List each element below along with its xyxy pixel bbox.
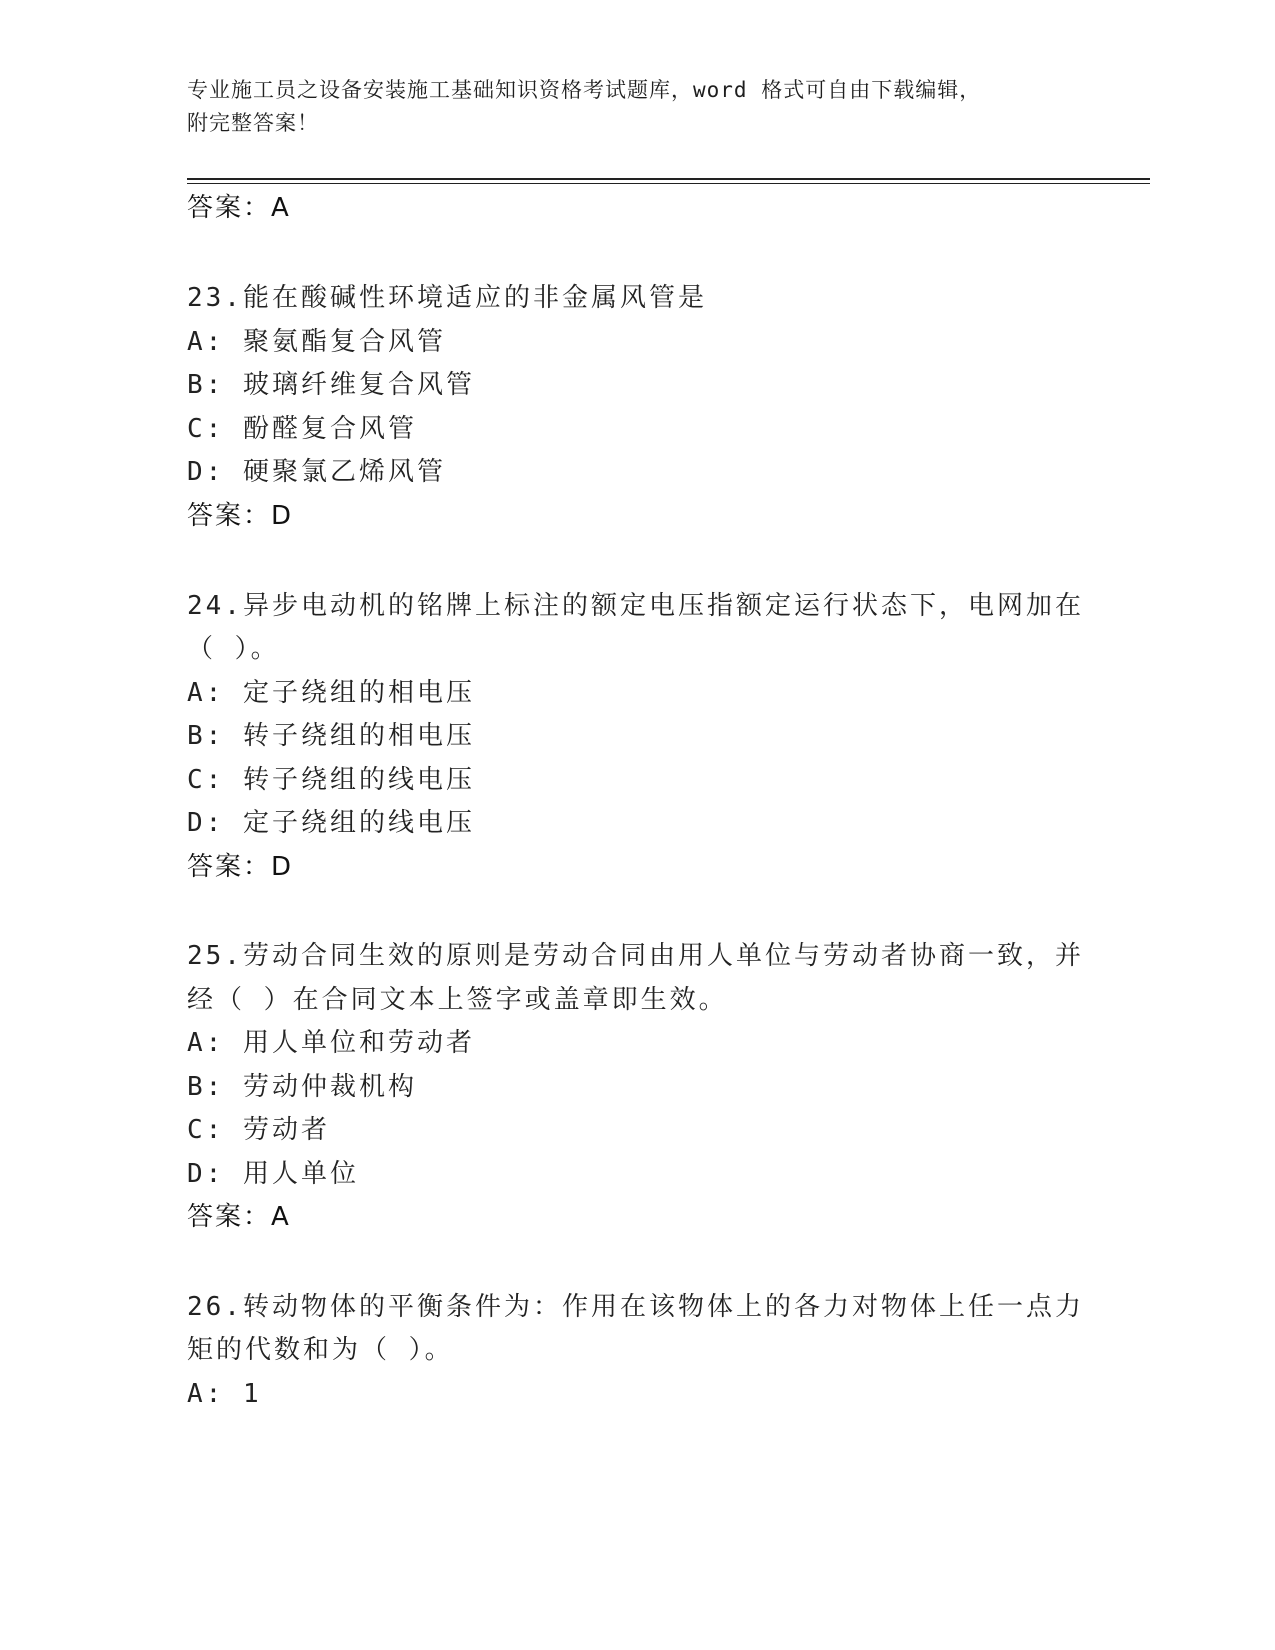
option-c: C: 酚醛复合风管 bbox=[187, 414, 417, 444]
header-line-1: 专业施工员之设备安装施工基础知识资格考试题库，word 格式可自由下载编辑， bbox=[187, 78, 982, 102]
question-stem-24-cont: （ ）。 bbox=[187, 634, 280, 664]
question-stem-23: 23.能在酸碱性环境适应的非金属风管是 bbox=[187, 283, 707, 313]
option-d: D: 定子绕组的线电压 bbox=[187, 808, 475, 838]
question-stem-26: 26.转动物体的平衡条件为：作用在该物体上的各力对物体上任一点力 bbox=[187, 1292, 1084, 1322]
option-c: C: 劳动者 bbox=[187, 1115, 330, 1145]
header-line-2: 附完整答案！ bbox=[187, 111, 319, 135]
option-b: B: 玻璃纤维复合风管 bbox=[187, 370, 475, 400]
answer-line: 答案：A bbox=[187, 193, 291, 223]
option-b: B: 劳动仲裁机构 bbox=[187, 1072, 417, 1102]
option-a: A: 1 bbox=[187, 1379, 262, 1409]
header-divider-thin bbox=[187, 183, 1150, 184]
question-stem-24: 24.异步电动机的铭牌上标注的额定电压指额定运行状态下，电网加在 bbox=[187, 591, 1084, 621]
option-d: D: 硬聚氯乙烯风管 bbox=[187, 457, 446, 487]
option-b: B: 转子绕组的相电压 bbox=[187, 721, 475, 751]
question-stem-26-cont: 矩的代数和为（ ）。 bbox=[187, 1335, 454, 1365]
option-a: A: 定子绕组的相电压 bbox=[187, 678, 475, 708]
option-d: D: 用人单位 bbox=[187, 1159, 359, 1189]
header-divider-thick bbox=[187, 178, 1150, 180]
document-header bbox=[187, 74, 1087, 140]
answer-line: 答案：D bbox=[187, 852, 294, 882]
option-a: A: 用人单位和劳动者 bbox=[187, 1028, 475, 1058]
question-stem-25: 25.劳动合同生效的原则是劳动合同由用人单位与劳动者协商一致，并 bbox=[187, 941, 1084, 971]
answer-line: 答案：D bbox=[187, 501, 294, 531]
question-stem-25-cont: 经（ ）在合同文本上签字或盖章即生效。 bbox=[187, 985, 728, 1015]
option-a: A: 聚氨酯复合风管 bbox=[187, 327, 446, 357]
answer-line: 答案：A bbox=[187, 1202, 291, 1232]
option-c: C: 转子绕组的线电压 bbox=[187, 765, 475, 795]
